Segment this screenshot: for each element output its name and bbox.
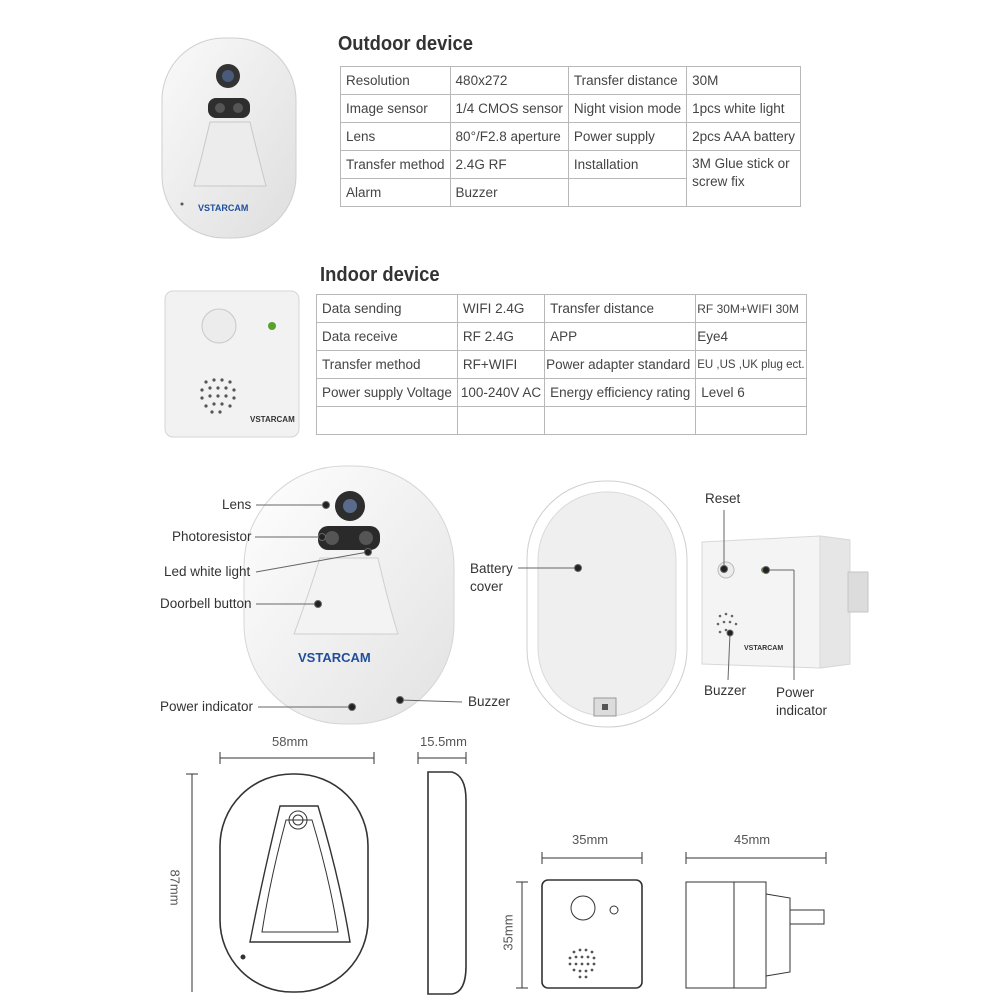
callout-led-white-light: Led white light bbox=[164, 564, 251, 579]
table-cell: Transfer distance bbox=[545, 295, 696, 323]
table-cell: Power adapter standard bbox=[545, 351, 696, 379]
outdoor-title: Outdoor device bbox=[338, 33, 473, 55]
table-cell: Level 6 bbox=[696, 379, 806, 407]
table-cell: EU ,US ,UK plug ect. bbox=[696, 351, 806, 379]
table-cell: Image sensor bbox=[341, 95, 451, 123]
table-cell: Resolution bbox=[341, 67, 451, 95]
table-cell: APP bbox=[545, 323, 696, 351]
callout-doorbell-button: Doorbell button bbox=[160, 596, 252, 611]
dimension-indoor-height-label: 35mm bbox=[500, 914, 516, 951]
table-cell: Power supply bbox=[568, 123, 686, 151]
callout-power-indicator: Power indicator bbox=[160, 699, 254, 714]
table-cell: 2pcs AAA battery bbox=[687, 123, 801, 151]
table-cell: Installation bbox=[568, 151, 686, 179]
dimension-depth-label: 15.5mm bbox=[420, 734, 467, 749]
table-cell: 1/4 CMOS sensor bbox=[450, 95, 568, 123]
table-cell: 2.4G RF bbox=[450, 151, 568, 179]
table-cell: 30M bbox=[687, 67, 801, 95]
table-cell: 100-240V AC bbox=[457, 379, 544, 407]
svg-text:VSTARCAM: VSTARCAM bbox=[198, 203, 249, 213]
table-cell: 80°/F2.8 aperture bbox=[450, 123, 568, 151]
callout-photoresistor: Photoresistor bbox=[172, 529, 252, 544]
table-cell: RF 30M+WIFI 30M bbox=[696, 295, 806, 323]
table-cell: Data receive bbox=[317, 323, 458, 351]
table-cell: Power supply Voltage bbox=[317, 379, 458, 407]
svg-text:VSTARCAM: VSTARCAM bbox=[744, 645, 784, 652]
table-cell: Night vision mode bbox=[568, 95, 686, 123]
table-cell: RF+WIFI bbox=[457, 351, 544, 379]
table-cell: Transfer distance bbox=[568, 67, 686, 95]
table-cell: Eye4 bbox=[696, 323, 806, 351]
callout-battery-cover: Battery cover bbox=[470, 561, 513, 594]
callout-buzzer: Buzzer bbox=[468, 694, 511, 709]
table-cell: Energy efficiency rating bbox=[545, 379, 696, 407]
svg-text:VSTARCAM: VSTARCAM bbox=[298, 650, 371, 665]
table-cell: Transfer method bbox=[341, 151, 451, 179]
table-cell: RF 2.4G bbox=[457, 323, 544, 351]
svg-text:VSTARCAM: VSTARCAM bbox=[250, 415, 295, 424]
table-cell: Buzzer bbox=[450, 179, 568, 207]
dimension-indoor-depth-label: 45mm bbox=[734, 832, 771, 847]
table-cell: 3M Glue stick or screw fix bbox=[687, 151, 801, 207]
table-cell: 1pcs white light bbox=[687, 95, 801, 123]
table-cell: Alarm bbox=[341, 179, 451, 207]
dimension-height-label: 87mm bbox=[167, 869, 183, 906]
table-cell: WIFI 2.4G bbox=[457, 295, 544, 323]
table-cell: 480x272 bbox=[450, 67, 568, 95]
table-cell: Transfer method bbox=[317, 351, 458, 379]
callout-indoor-power-indicator: Power indicator bbox=[776, 685, 828, 718]
indoor-title: Indoor device bbox=[320, 264, 440, 286]
table-cell: Lens bbox=[341, 123, 451, 151]
table-cell: Data sending bbox=[317, 295, 458, 323]
callout-indoor-buzzer: Buzzer bbox=[704, 683, 747, 698]
callout-lens: Lens bbox=[222, 497, 252, 512]
dimension-width-label: 58mm bbox=[272, 734, 309, 749]
callout-reset: Reset bbox=[705, 491, 741, 506]
dimension-indoor-width-label: 35mm bbox=[572, 832, 609, 847]
